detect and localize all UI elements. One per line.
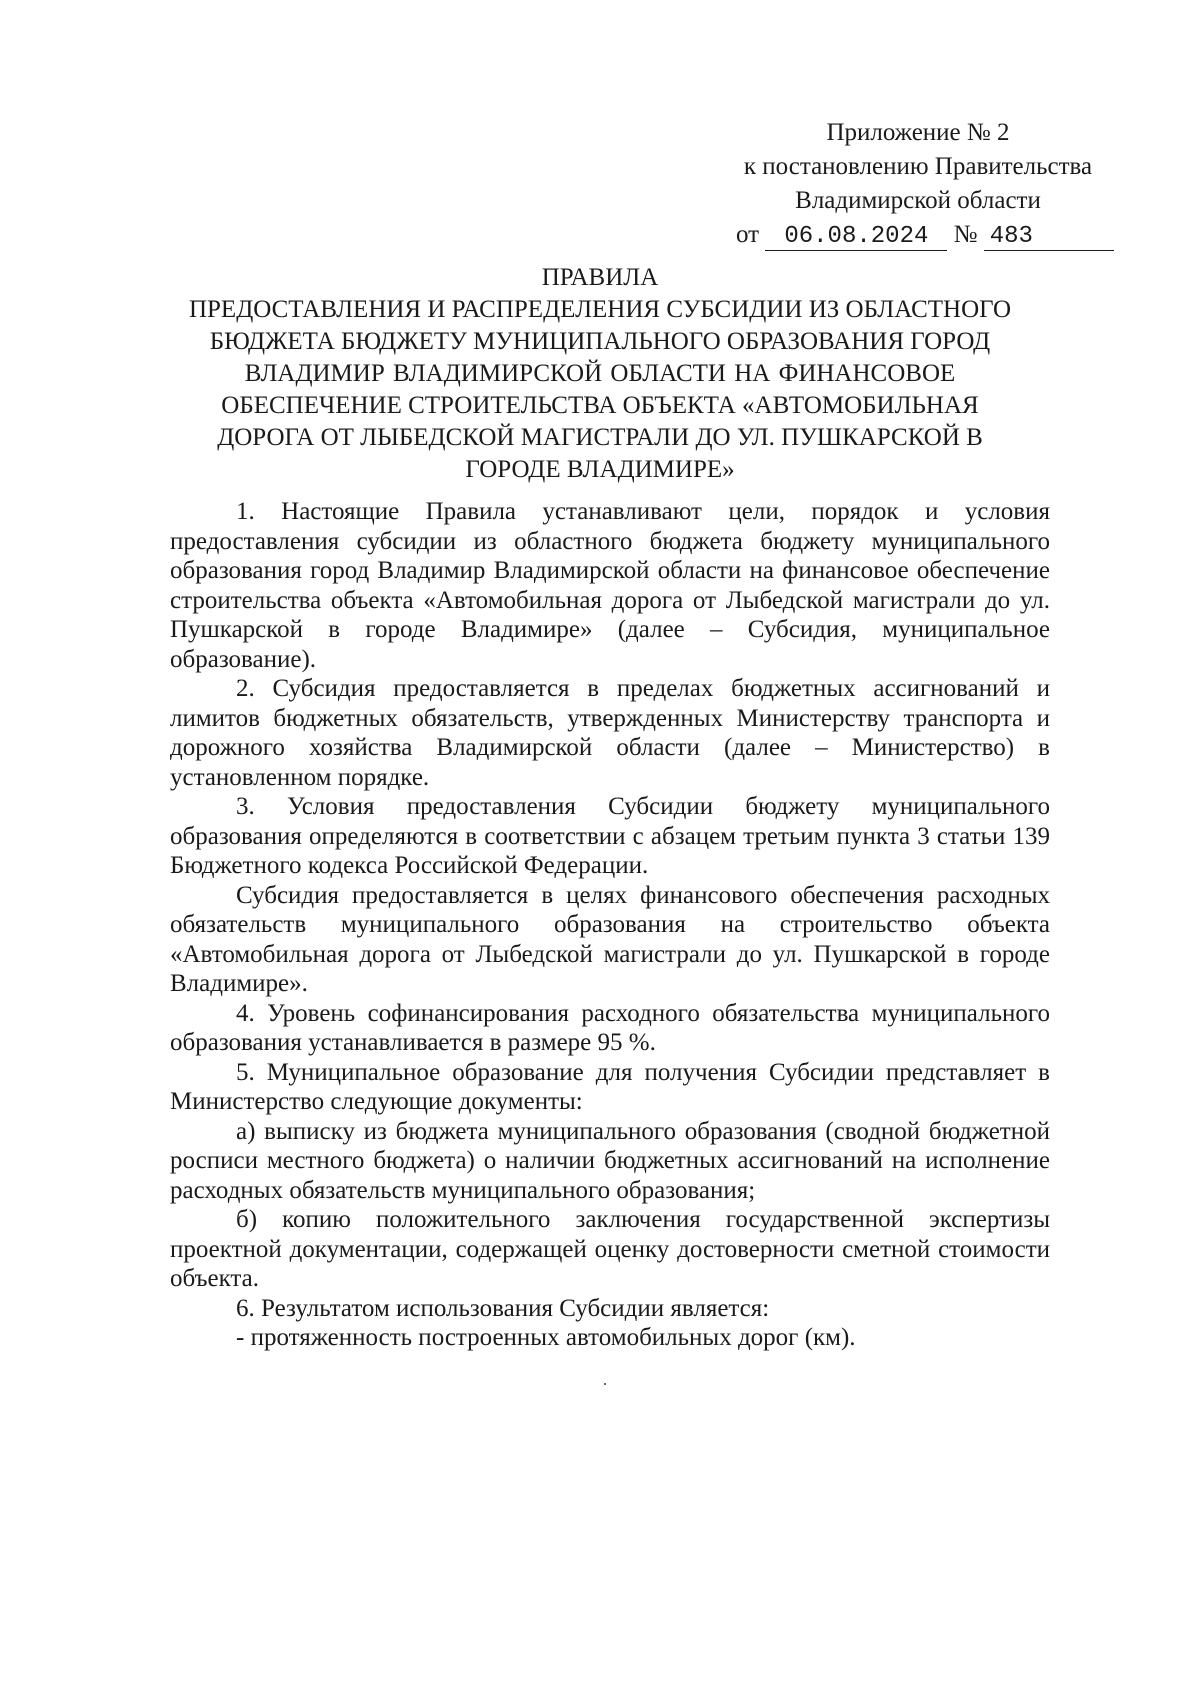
paragraph-7: а) выписку из бюджета муниципального образования (сводной бюджетной росписи местного бюджета) о наличии бюджетных ассигнований на исполнение расходных обязательств муниципального образования; xyxy=(170,1117,1050,1204)
attachment-reference: к постановлению Правительства xyxy=(743,153,1093,180)
paragraph-10: - протяженность построенных автомобильных дорог (км). xyxy=(236,1324,856,1351)
title-line: ДОРОГА ОТ ЛЫБЕДСКОЙ МАГИСТРАЛИ ДО УЛ. ПУШКАРСКОЙ В xyxy=(217,424,983,451)
paragraph-4: Субсидия предоставляется в целях финансового обеспечения расходных обязательств муниципального образования на строительство объекта «Автомобильная дорога от Лыбедской магистрали до ул. Пушкарской в городе Владимире». xyxy=(170,881,1050,997)
scan-speck xyxy=(604,1383,606,1385)
document-body xyxy=(170,497,1050,1353)
title-line: БЮДЖЕТА БЮДЖЕТУ МУНИЦИПАЛЬНОГО ОБРАЗОВАНИЯ ГОРОД xyxy=(209,328,991,355)
paragraph-8: б) копию положительного заключения государственной экспертизы проектной документации, содержащей оценку достоверности сметной стоимости объекта. xyxy=(170,1206,1050,1292)
number-prefix: № xyxy=(953,221,978,248)
attachment-date-line xyxy=(700,218,1136,252)
paragraph-2: 2. Субсидия предоставляется в пределах бюджетных ассигнований и лимитов бюджетных обязательств, утвержденных Министерству транспорта и дорожного хозяйства Владимирской области (далее – Министерство) в установленном порядке. xyxy=(170,675,1050,791)
document-date: 06.08.2024 xyxy=(765,224,947,251)
paragraph-5: 4. Уровень софинансирования расходного обязательства муниципального образования устанавливается в размере 95 %. xyxy=(170,999,1050,1056)
title-line: ВЛАДИМИР ВЛАДИМИРСКОЙ ОБЛАСТИ НА ФИНАНСОВОЕ xyxy=(244,360,956,387)
title-line: ПРЕДОСТАВЛЕНИЯ И РАСПРЕДЕЛЕНИЯ СУБСИДИИ ИЗ ОБЛАСТНОГО xyxy=(188,296,1012,323)
date-prefix: от xyxy=(736,221,760,248)
document-title xyxy=(160,262,1040,486)
title-line: ПРАВИЛА xyxy=(541,264,659,291)
attachment-number: Приложение № 2 xyxy=(826,119,1010,146)
paragraph-9: 6. Результатом использования Субсидии является: xyxy=(236,1294,770,1322)
document-number: 483 xyxy=(984,224,1114,251)
paragraph-1: 1. Настоящие Правила устанавливают цели, порядок и условия предоставления субсидии из областного бюджета бюджету муниципального образования город Владимир Владимирской области на финансовое обеспечение строительства объекта «Автомобильная дорога от Лыбедской магистрали до ул. Пушкарской в городе Владимире» (далее – Субсидия, муниципальное образование). xyxy=(170,498,1050,673)
title-line: ОБЕСПЕЧЕНИЕ СТРОИТЕЛЬСТВА ОБЪЕКТА «АВТОМОБИЛЬНАЯ xyxy=(221,392,979,419)
attachment-region: Владимирской области xyxy=(795,187,1041,214)
attachment-header xyxy=(700,116,1136,252)
title-line: ГОРОДЕ ВЛАДИМИРЕ» xyxy=(465,456,735,483)
paragraph-6: 5. Муниципальное образование для получения Субсидии представляет в Министерство следующие документы: xyxy=(170,1058,1050,1115)
paragraph-3: 3. Условия предоставления Субсидии бюджету муниципального образования определяются в соответствии с абзацем третьим пункта 3 статьи 139 Бюджетного кодекса Российской Федерации. xyxy=(170,793,1050,879)
